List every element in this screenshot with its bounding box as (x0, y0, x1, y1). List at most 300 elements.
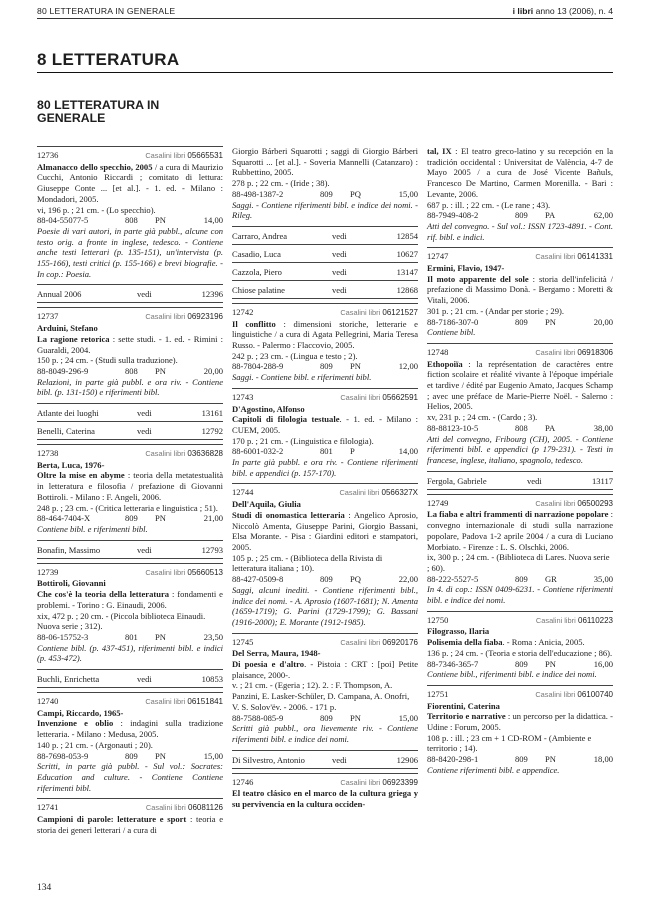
lang-code: PN (155, 750, 166, 761)
entry-header (427, 611, 613, 627)
publisher-label: Casalini libri (340, 392, 381, 402)
isbn-line (427, 210, 613, 221)
catalog-entry (427, 685, 613, 776)
isbn: 88-7588-085-9 (232, 712, 284, 723)
column-3 (427, 146, 613, 776)
lang-code: PN (155, 365, 166, 376)
entry-number: 12742 (232, 306, 254, 317)
dewey-class: 801 (125, 631, 138, 642)
xref-see: vedi (137, 289, 152, 300)
entry-details: : la représentation de caractères entre fiction scolaire et réalité vivante à l'époque impériale et tardive / édité par Eugenio Amato, Jacques Schamp ; avec une préface de Marie-Pierre Noël. - Salerno : Helios, 2005. (427, 358, 613, 412)
entry-title: Il conflitto (232, 318, 276, 329)
catalog-entry (37, 692, 223, 793)
lang-code: PN (545, 658, 556, 669)
publisher-label: Casalini libri (535, 252, 576, 262)
entry-title: Ethopoiïa (427, 358, 463, 369)
xref-number: 13161 (201, 408, 223, 419)
lang-code: PN (155, 215, 166, 226)
entry-header (37, 563, 223, 579)
running-header-journal (513, 6, 613, 16)
catalog-code (340, 308, 418, 319)
catalog-id: 05660513 (187, 567, 223, 577)
publisher-label: Casalini libri (145, 151, 186, 160)
catalog-entry (37, 444, 223, 535)
dewey-class: 808 (125, 365, 138, 376)
xref-term: Bonafin, Massimo (37, 544, 101, 555)
catalog-entry (427, 611, 613, 680)
cross-reference (232, 245, 418, 263)
xref-term: Casadio, Luca (232, 248, 281, 259)
dewey-class: 809 (320, 712, 333, 723)
entry-description (232, 319, 418, 351)
xref-term: Carraro, Andrea (232, 230, 288, 241)
isbn: 88-88123-10-5 (427, 422, 479, 433)
entry-author: Fiorentini, Caterina (427, 700, 500, 711)
isbn-line (427, 659, 613, 670)
xref-number: 12854 (396, 230, 418, 241)
xref-number: 12906 (396, 754, 418, 765)
lang-code: PA (545, 422, 556, 433)
catalog-entry (232, 483, 418, 627)
dewey-class: 801 (320, 446, 333, 457)
entry-note: Scritti, in parte già pubbl. - Sul vol.: Socrates: Education and culture. - Contiene Contiene riferimenti bibl. (37, 761, 223, 793)
xref-number: 13117 (591, 475, 613, 486)
catalog-code (536, 616, 613, 627)
price: 15,00 (398, 188, 418, 199)
catalog-entry (427, 146, 613, 242)
entry-author: Del Serra, Maura, 1948- (232, 648, 321, 659)
publisher-label: Casalini libri (339, 488, 380, 498)
xref-term: Cazzola, Piero (232, 266, 282, 277)
isbn: 88-8049-296-9 (37, 365, 89, 376)
xref-term: Buchli, Enrichetta (37, 674, 100, 685)
xref-number: 13147 (396, 266, 418, 277)
entry-author: Campi, Riccardo, 1965- (37, 707, 124, 718)
physical-description: 687 p. : ill. ; 22 cm. - (Le rane ; 43). (427, 199, 551, 210)
entry-title: tal, IX (427, 146, 452, 156)
cross-reference (37, 422, 223, 440)
entry-description (427, 274, 613, 306)
catalog-id: 06151841 (187, 697, 223, 707)
xref-see: vedi (332, 230, 347, 241)
cross-reference (37, 403, 223, 422)
catalog-code (145, 449, 223, 460)
publisher-label: Casalini libri (340, 307, 381, 317)
lang-code: PN (155, 513, 166, 524)
catalog-entry (427, 247, 613, 338)
physical-description: 242 p. ; 23 cm. - (Lingua e testo ; 2). (232, 350, 358, 361)
catalog-code (339, 488, 418, 499)
entry-number: 12744 (232, 487, 254, 498)
physical-description: 105 p. ; 25 cm. - (Biblioteca della Rivista di letteratura italiana ; 10). (232, 552, 383, 574)
lang-code: PN (545, 754, 556, 765)
lang-code: PQ (350, 574, 361, 585)
entry-note: Atti del convegno, Fribourg (CH), 2005. - Contiene riferimenti bibl. e appendici (p 179-231). - Testi in francese, inglese, italiano, spagnolo, tedesco. (427, 433, 613, 465)
price: 20,00 (203, 365, 223, 376)
xref-see: vedi (137, 544, 152, 555)
entry-number: 12747 (427, 251, 449, 262)
subsection-title: 80 LETTERATURA IN GENERALE (37, 98, 160, 125)
entry-description (232, 659, 418, 680)
publisher-label: Casalini libri (340, 777, 381, 787)
section-title: 8 LETTERATURA (37, 50, 180, 69)
catalog-code (535, 690, 613, 701)
entry-title: Invenzione e oblio (37, 718, 114, 729)
cross-reference (232, 281, 418, 299)
entry-details: : convegno internazionale di studi sulla narrazione popolare, Padova 1-2 aprile 2004 / a cura di Luciano Morbiato. - Firenze : L. S. Olschki, 2006. (427, 509, 613, 552)
entry-author: Filograsso, Ilaria (427, 626, 490, 637)
dewey-class: 809 (320, 188, 333, 199)
catalog-id: 06081126 (188, 803, 223, 813)
physical-description: ix, 300 p. ; 24 cm. - (Biblioteca di Lares. Nuova serie ; 60). (427, 552, 610, 573)
entry-header (232, 483, 418, 499)
catalog-code (340, 778, 418, 789)
entry-header (37, 444, 223, 460)
entry-author: Dell'Aquila, Giulia (232, 499, 301, 510)
section-rule (37, 72, 613, 73)
dewey-class: 808 (515, 422, 528, 433)
entry-title: Capitoli di filologia testuale (232, 414, 340, 425)
xref-see: vedi (332, 284, 347, 295)
entry-details: / a cura di Maurizio Cucchi, Antonio Riccardi ; comitato di lettura: Giuseppe Conte ... [et al.]. - 1. ed. - Milano : Mondadori, 2005. (37, 161, 223, 204)
page-number: 134 (37, 883, 52, 893)
xref-number: 12792 (201, 426, 223, 437)
catalog-id: 06121527 (382, 307, 418, 317)
entry-header (232, 388, 418, 404)
lang-code: PQ (350, 188, 361, 199)
price: 35,00 (593, 573, 613, 584)
catalog-id: 03636828 (187, 449, 223, 459)
catalog-id: 06920176 (382, 637, 418, 647)
entry-details: : fondamenti e problemi. - Torino : G. Einaudi, 2006. (37, 589, 223, 610)
catalog-entry (427, 494, 613, 606)
xref-term: Di Silvestro, Antonio (232, 754, 305, 765)
entry-note: Contiene bibl., riferimenti bibl. e indice dei nomi. (427, 669, 597, 680)
entry-number: 12750 (427, 614, 449, 625)
isbn-line (427, 574, 613, 585)
entry-note: Relazioni, in parte già pubbl. e ora riv. - Contiene bibl. (p. 131-150) e riferimenti bibl. (37, 376, 223, 398)
entry-number: 12749 (427, 497, 449, 508)
entry-note: Contiene bibl. (427, 327, 476, 338)
cross-reference (232, 226, 418, 245)
xref-number: 12396 (201, 289, 223, 300)
dewey-class: 809 (515, 210, 528, 221)
entry-description (37, 470, 223, 502)
entry-title: Che cos'è la teoria della letteratura (37, 589, 170, 600)
entry-description (37, 334, 223, 355)
entry-header (427, 494, 613, 510)
isbn-line (232, 574, 418, 585)
lang-code: PN (545, 316, 556, 327)
isbn-line (427, 754, 613, 765)
price: 15,00 (398, 712, 418, 723)
entry-details: : storia dell'infelicità / prefazione di Massimo Donà. - Bergamo : Moretti & Vitali, 2006. (427, 273, 613, 306)
entry-description (427, 359, 613, 413)
entry-description (232, 510, 418, 553)
publisher-label: Casalini libri (535, 615, 576, 625)
publisher-label: Casalini libri (535, 689, 576, 699)
entry-author: Ermini, Flavio, 1947- (427, 263, 505, 274)
entry-number: 12741 (37, 802, 59, 813)
price: 22,00 (398, 574, 418, 585)
lang-code: PA (545, 210, 556, 221)
dewey-class: 808 (125, 215, 138, 226)
physical-description: v. ; 21 cm. - (Egeria ; 12). 2. : F. Thompson, A. Panzini, E. Lasker-Schüler, D. Campana, A. Onofri, V. S. Solov'ëv. - 2006. - 171 p. (232, 680, 410, 712)
entry-header (37, 692, 223, 708)
catalog-entry (232, 146, 418, 221)
isbn: 88-7698-053-9 (37, 750, 89, 761)
lang-code: PN (155, 631, 166, 642)
physical-description: 301 p. ; 21 cm. - (Andar per storie ; 29). (427, 305, 564, 316)
physical-description: 248 p. ; 23 cm. - (Critica letteraria e linguistica ; 51). (37, 502, 218, 513)
entry-header (37, 307, 223, 323)
journal-title: i libri (512, 6, 534, 16)
catalog-entry (37, 563, 223, 664)
price: 14,00 (398, 446, 418, 457)
xref-term: Atlante dei luoghi (37, 408, 99, 419)
entry-number: 12748 (427, 346, 449, 357)
catalog-entry (37, 307, 223, 398)
isbn: 88-7804-288-9 (232, 361, 284, 372)
entry-header (232, 773, 418, 789)
cross-reference (37, 284, 223, 303)
isbn: 88-498-1387-2 (232, 188, 284, 199)
entry-number: 12737 (37, 311, 59, 322)
catalog-entry (232, 303, 418, 383)
isbn-line (37, 632, 223, 643)
isbn: 88-6001-032-2 (232, 446, 284, 457)
entry-author: Arduini, Stefano (37, 323, 98, 334)
isbn-line (232, 361, 418, 372)
price: 38,00 (593, 422, 613, 433)
catalog-code (535, 252, 613, 263)
entry-note: Contiene riferimenti bibl. e appendice. (427, 764, 560, 775)
entry-note: Contiene bibl. e riferimenti bibl. (37, 523, 148, 534)
catalog-code (535, 499, 613, 510)
isbn-line (232, 713, 418, 724)
catalog-id: 06500293 (577, 498, 613, 508)
entry-title: La ragione retorica (37, 333, 110, 344)
entry-header (427, 343, 613, 359)
entry-details: . - Pistoia : CRT : [poi] Petite plaisance, 2000-. (232, 659, 418, 680)
entry-title: Campioni di parole: letterature e sport (37, 814, 187, 825)
cross-reference (232, 750, 418, 769)
xref-number: 10627 (396, 248, 418, 259)
dewey-class: 809 (515, 316, 528, 327)
entry-description (232, 788, 418, 809)
entry-description (37, 718, 223, 739)
isbn: 88-7186-307-0 (427, 316, 479, 327)
price: 21,00 (203, 513, 223, 524)
dewey-class: 809 (320, 574, 333, 585)
entry-title: Polisemia della fiaba (427, 637, 503, 648)
xref-see: vedi (527, 475, 542, 486)
entry-number: 12740 (37, 696, 59, 707)
entry-title: Il moto apparente del sole (427, 273, 529, 284)
publisher-label: Casalini libri (145, 567, 186, 577)
entry-note: Saggi. - Contiene riferimenti bibl. e indice dei nomi. - Rileg. (232, 199, 418, 221)
xref-number: 10853 (201, 674, 223, 685)
price: 20,00 (593, 316, 613, 327)
entry-title: Territorio e narrative (427, 711, 506, 722)
entry-details: : indagini sulla tradizione letteraria. - Milano : Medusa, 2005. (37, 718, 223, 740)
price: 15,00 (203, 750, 223, 761)
isbn-line (37, 215, 223, 226)
xref-see: vedi (137, 674, 152, 685)
price: 23,50 (203, 631, 223, 642)
physical-description: 150 p. ; 24 cm. - (Studi sulla traduzione). (37, 355, 178, 366)
entry-details: . - Roma : Anicia, 2005. (502, 637, 585, 648)
cross-reference (232, 263, 418, 281)
entry-note: Contiene bibl. (p. 437-451), riferimenti bibl. e indici (p. 453-472). (37, 642, 223, 664)
price: 18,00 (593, 754, 613, 765)
lang-code: GR (545, 573, 557, 584)
xref-see: vedi (137, 408, 152, 419)
catalog-id: 06141331 (577, 252, 613, 262)
entry-description (37, 814, 223, 835)
entry-header (232, 633, 418, 649)
entry-number: 12745 (232, 636, 254, 647)
isbn: 88-7949-408-2 (427, 210, 479, 221)
entry-number: 12746 (232, 776, 254, 787)
physical-description: vi, 196 p. ; 21 cm. - (Lo specchio). (37, 204, 156, 215)
entry-details: : dimensioni storiche, letterarie e linguistiche / a cura di Agata Pellegrini, Maria Teresa Russo. - Palermo : Flaccovio, 2005. (232, 318, 418, 351)
catalog-code (145, 312, 223, 323)
catalog-id: 06923399 (382, 777, 418, 787)
catalog-entry (232, 388, 418, 479)
physical-description: 278 p. ; 22 cm. - (Iride ; 38). (232, 178, 330, 189)
isbn: 88-464-7404-X (37, 513, 91, 524)
xref-term: Chiose palatine (232, 284, 285, 295)
xref-see: vedi (332, 266, 347, 277)
publisher-label: Casalini libri (145, 312, 186, 322)
entry-author: Bottiroli, Giovanni (37, 578, 106, 589)
entry-header (37, 798, 223, 814)
physical-description: 108 p. : ill. ; 23 cm + 1 CD-ROM - (Ambiente e territorio ; 14). (427, 732, 592, 754)
dewey-class: 809 (515, 658, 528, 669)
entry-title: La fiaba e altri frammenti di narrazione popolare (427, 509, 609, 520)
entry-note: Atti del convegno. - Sul vol.: ISSN 1723-4891. - Cont. rif. bibl. e indici. (427, 220, 613, 242)
header-rule (37, 18, 613, 19)
entry-description (427, 146, 613, 200)
entry-description (427, 509, 613, 552)
dewey-class: 809 (320, 361, 333, 372)
entry-title: Almanacco dello specchio, 2005 (37, 161, 153, 172)
physical-description: xix, 472 p. ; 20 cm. - (Piccola biblioteca Einaudi. Nuova serie ; 312). (37, 610, 206, 632)
price: 12,00 (398, 361, 418, 372)
catalog-id: 06100740 (577, 689, 613, 699)
cross-reference (427, 471, 613, 490)
entry-details: : Angelico Aprosio, Niccolò Amenta, Giuseppe Parini, Giorgio Bassani, Elsa Morante. - Pisa : Giardini editori e stampatori, 2005. (232, 509, 418, 552)
catalog-id: 05665531 (187, 151, 223, 160)
xref-see: vedi (332, 754, 347, 765)
catalog-code (535, 348, 613, 359)
physical-description: 140 p. ; 21 cm. - (Argonauti ; 20). (37, 739, 153, 750)
entry-number: 12751 (427, 688, 449, 699)
entry-note: Saggi, alcuni inediti. - Contiene riferimenti bibl., indice dei nomi. - A. Aprosio (1607-1681); N. Amenta (1659-1719); G. Parini (1729-1799); G. Bassani (1916-2000); E. Morante (1912-1985). (232, 584, 418, 627)
entry-header (232, 303, 418, 319)
publisher-label: Casalini libri (340, 637, 381, 647)
catalog-code (146, 803, 223, 814)
entry-header (427, 247, 613, 263)
entry-note: In parte già pubbl. e ora riv. - Contiene riferimenti bibl. e appendici (p. 157-170). (232, 457, 418, 478)
isbn-line (37, 366, 223, 377)
entry-note: In 4. di cop.: ISSN 0409-6231. - Contiene riferimenti bibl. e indice dei nomi. (427, 584, 613, 606)
catalog-entry (427, 343, 613, 466)
entry-details: : El teatro greco-latino y su recepción en la tradición occidental : Universitat de València, 4-7 de Mayo 2005 / a cura de José Vicente Bañuls, Francesco De Martino, Carmen Morenilla. - Bari : Levante, 2006. (427, 146, 613, 199)
catalog-code (145, 697, 223, 708)
dewey-class: 809 (125, 513, 138, 524)
catalog-code (340, 393, 418, 404)
isbn: 88-427-0509-8 (232, 574, 284, 585)
isbn-line (232, 446, 418, 457)
lang-code: P (350, 446, 355, 457)
publisher-label: Casalini libri (535, 498, 576, 508)
catalog-id: 06918306 (577, 347, 613, 357)
catalog-code (145, 568, 223, 579)
entry-title: El teatro clásico en el marco de la cultura griega y su pervivencia en la cultura occiden- (232, 788, 418, 810)
isbn: 88-7346-365-7 (427, 658, 479, 669)
entry-note: Poesie di vari autori, in parte già pubbl., alcune con testo orig. a fronte in inglese, tedesco. - Contiene anche testi letterari (p. 135-151), un'intervista (p. 155-166), testi critici (p. 155-166) e brevi biografie. - In cop.: Poesia. (37, 225, 223, 279)
entry-number: 12743 (232, 391, 254, 402)
catalog-entry (232, 773, 418, 810)
journal-issue: anno 13 (2006), n. 4 (533, 6, 613, 16)
entry-note: Scritti già pubbl., ora lievemente riv. - Contiene riferimenti bibl. e indice dei nomi. (232, 723, 418, 744)
running-header-section: 80 LETTERATURA IN GENERALE (37, 6, 176, 16)
physical-description: 136 p. ; 24 cm. - (Teoria e storia dell'educazione ; 86). (427, 647, 613, 658)
xref-see: vedi (332, 248, 347, 259)
catalog-entry (232, 633, 418, 745)
isbn-line (37, 751, 223, 762)
isbn: 88-04-55077-5 (37, 215, 89, 226)
isbn-line (427, 317, 613, 328)
price: 14,00 (203, 215, 223, 226)
catalog-code (340, 638, 418, 649)
isbn-line (427, 423, 613, 434)
running-header (0, 0, 650, 44)
publisher-label: Casalini libri (535, 347, 576, 357)
dewey-class: 809 (125, 750, 138, 761)
publisher-label: Casalini libri (145, 449, 186, 459)
entry-details: Giorgio Bárberi Squarotti ; saggi di Giorgio Bárberi Squarotti ... [et al.]. - Soveria Mannelli (Catanzaro) : Rubbettino, 2005. (232, 146, 418, 178)
entry-description (232, 146, 418, 178)
publisher-label: Casalini libri (145, 803, 186, 813)
isbn: 88-06-15752-3 (37, 631, 89, 642)
entry-header (37, 146, 223, 162)
isbn: 88-222-5527-5 (427, 573, 479, 584)
isbn: 88-8420-298-1 (427, 754, 479, 765)
xref-term: Annual 2006 (37, 289, 82, 300)
entry-author: Berta, Luca, 1976- (37, 459, 105, 470)
entry-number: 12739 (37, 566, 59, 577)
entry-number: 12738 (37, 448, 59, 459)
xref-term: Fergola, Gabriele (427, 475, 487, 486)
isbn-line (37, 513, 223, 524)
entry-details: : teoria della metatestualità in letteratura e filosofia / prefazione di Giovanni Bottiroli. - Milano : F. Angeli, 2006. (37, 470, 224, 502)
catalog-id: 06110223 (578, 615, 613, 625)
entry-description (427, 637, 613, 648)
cross-reference (37, 669, 223, 688)
entry-title: Di poesia e d'altro (232, 659, 305, 670)
entry-description (232, 414, 418, 435)
catalog-id: 0566327X (381, 488, 418, 498)
physical-description: 170 p. ; 21 cm. - (Linguistica e filologia). (232, 435, 374, 446)
entry-details: . - 1. ed. - Milano : CUEM, 2005. (232, 414, 418, 435)
xref-number: 12793 (201, 544, 223, 555)
entry-title: Oltre la mise en abyme (37, 470, 125, 481)
xref-term: Benelli, Caterina (37, 426, 95, 437)
entry-header (427, 685, 613, 701)
